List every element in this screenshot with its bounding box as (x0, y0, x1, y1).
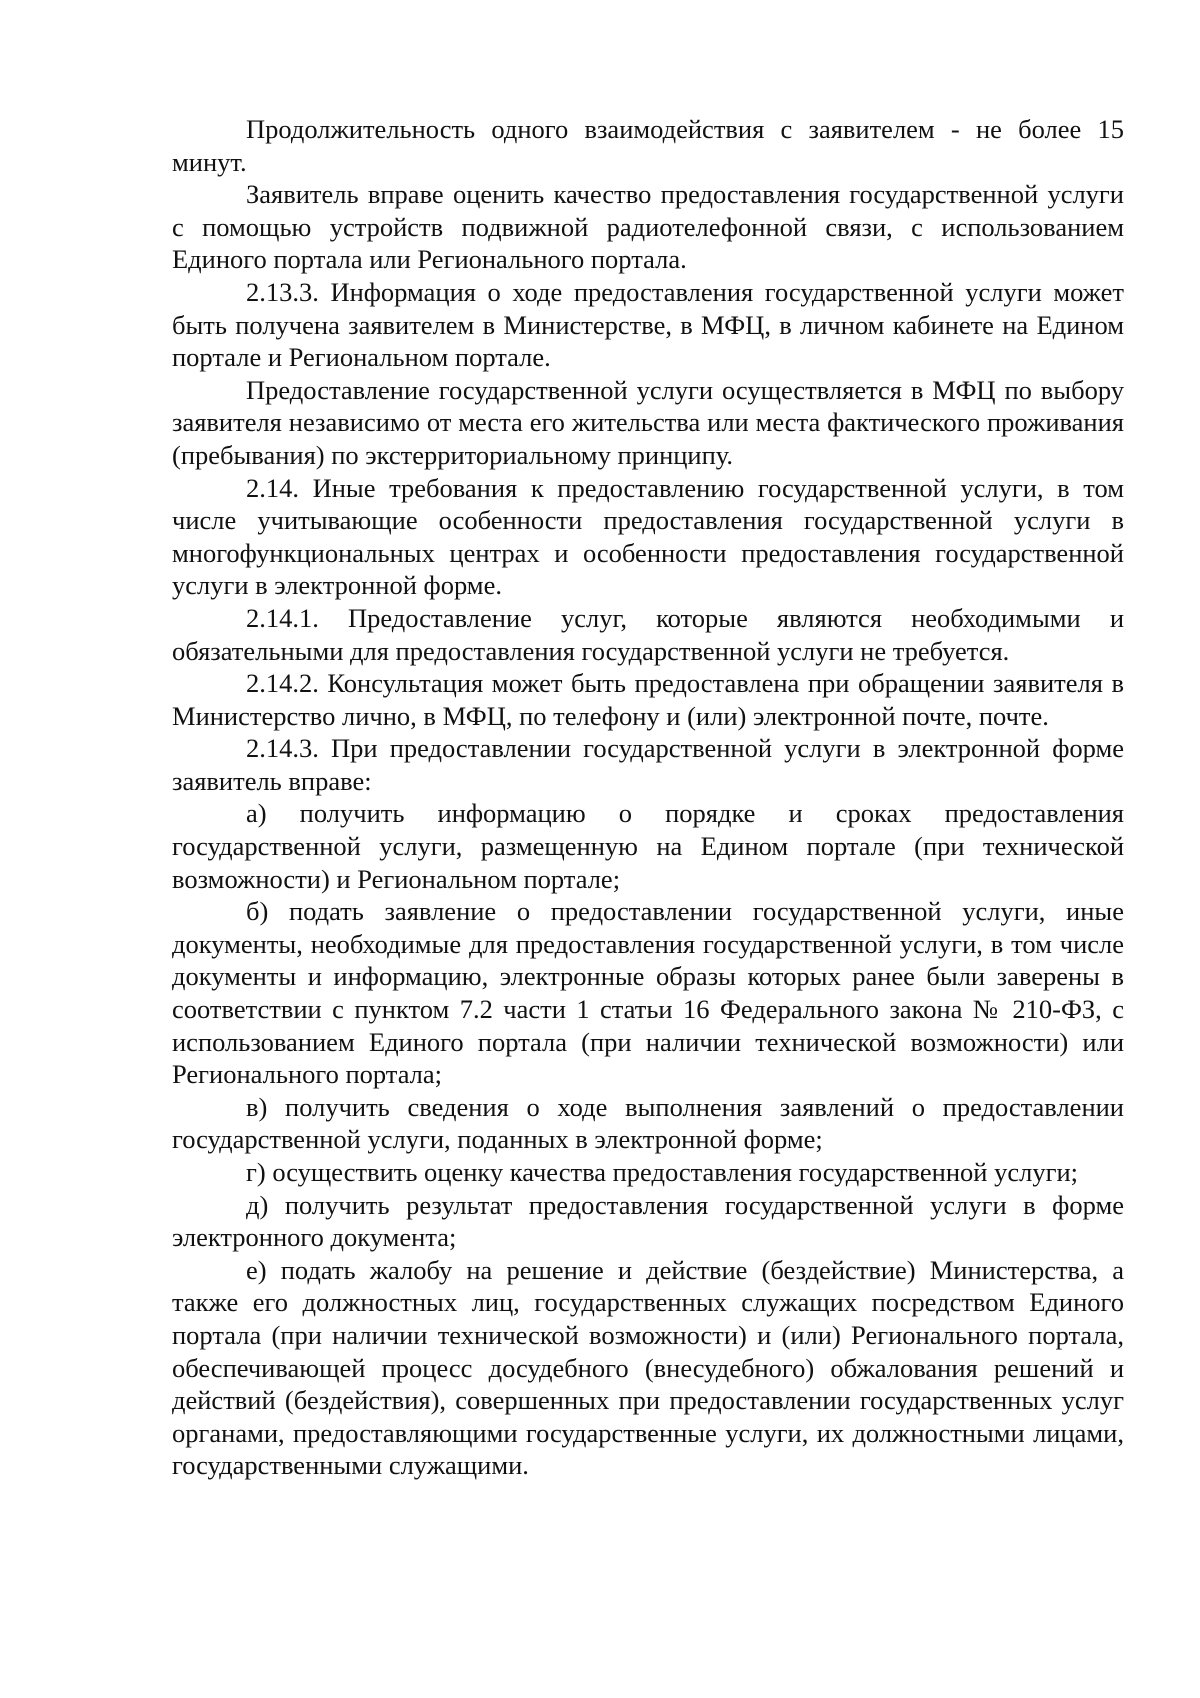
list-item-v: в) получить сведения о ходе выполнения заявлений о предоставлении государственной услуги, поданных в электронной форме; (172, 1091, 1124, 1155)
paragraph-consultation-duration: Продолжительность одного взаимодействия с заявителем - не более 15 минут. (172, 114, 1124, 177)
paragraph-2-13-3: 2.13.3. Информация о ходе предоставления государственной услуги может быть получена заявителем в Министерстве, в МФЦ, в личном кабинете на Едином портале и Региональном портале. (172, 276, 1124, 373)
list-item-a: а) получить информацию о порядке и сроках предоставления государственной услуги, размещенную на Едином портале (при технической возможности) и Региональном портале; (172, 798, 1124, 894)
paragraph-2-14: 2.14. Иные требования к предоставлению государственной услуги, в том числе учитывающие особенности предоставления государственной услуги в многофункциональных центрах и особенности предоставления государственной услуги в электронной форме. (172, 472, 1124, 601)
paragraph-quality-rating: Заявитель вправе оценить качество предоставления государственной услуги с помощью устройств подвижной радиотелефонной связи, с использованием Единого портала или Регионального портала. (172, 179, 1124, 275)
paragraph-2-14-2: 2.14.2. Консультация может быть предоставлена при обращении заявителя в Министерство лично, в МФЦ, по телефону и (или) электронной почте, почте. (172, 668, 1124, 731)
list-item-d: д) получить результат предоставления государственной услуги в форме электронного документа; (172, 1189, 1124, 1253)
list-item-e: е) подать жалобу на решение и действие (бездействие) Министерства, а также его должностных лиц, государственных служащих посредством Единого портала (при наличии технической возможности) и (или) Регионального портала, обеспечивающей процесс досудебного (внесудебного) обжалования решений и действий (бездействия), совершенных при предоставлении государственных услуг органами, предоставляющими государственные услуги, их должностными лицами, государственными служащими. (172, 1254, 1124, 1481)
paragraph-2-14-1: 2.14.1. Предоставление услуг, которые являются необходимыми и обязательными для предоставления государственной услуги не требуется. (172, 602, 1124, 666)
paragraph-2-14-3: 2.14.3. При предоставлении государственной услуги в электронной форме заявитель вправе: (172, 733, 1124, 796)
paragraph-extraterritorial: Предоставление государственной услуги осуществляется в МФЦ по выбору заявителя независимо от места его жительства или места фактического проживания (пребывания) по экстерриториальному принципу. (172, 374, 1124, 470)
list-item-b: б) подать заявление о предоставлении государственной услуги, иные документы, необходимые для предоставления государственной услуги, в том числе документы и информацию, электронные образы которых ранее были заверены в соответствии с пунктом 7.2 части 1 статьи 16 Федерального закона № 210-ФЗ, с использованием Единого портала (при наличии технической возможности) или Регионального портала; (172, 896, 1124, 1090)
document-body (172, 113, 1124, 1482)
list-item-g: г) осуществить оценку качества предоставления государственной услуги; (246, 1157, 1078, 1187)
